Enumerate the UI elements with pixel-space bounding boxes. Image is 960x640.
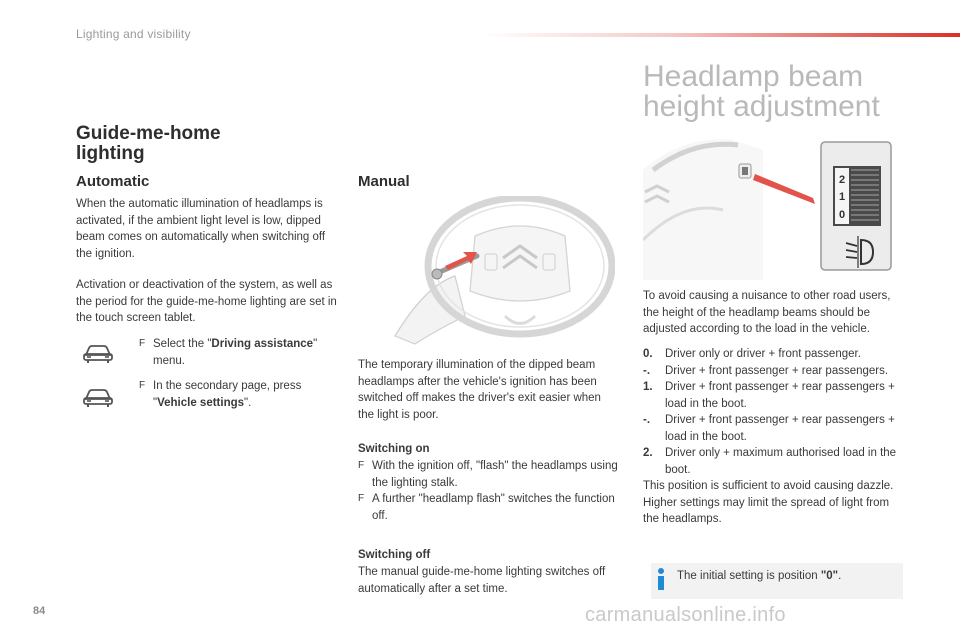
section-label: Lighting and visibility <box>76 27 191 41</box>
position-key: 0. <box>643 348 653 360</box>
list-item <box>358 458 620 491</box>
automatic-heading: Automatic <box>76 173 150 190</box>
position-text: Driver + front passenger + rear passengers + load in the boot. <box>665 414 895 443</box>
step-1-pre: Select the " <box>153 338 212 350</box>
list-item <box>643 363 905 380</box>
list-item <box>643 379 905 412</box>
position-key: -. <box>643 364 651 377</box>
headlamp-adjust-dial-illustration <box>643 130 898 285</box>
manual-heading: Manual <box>358 173 410 190</box>
switching-off-heading: Switching off <box>358 549 431 561</box>
headlamp-intro: To avoid causing a nuisance to other road users, the height of the headlamp beams should be adjusted according to the load in the vehicle. <box>643 290 891 335</box>
info-icon <box>654 567 668 591</box>
dial-label: 2 <box>838 174 846 186</box>
position-text: Driver only or driver + front passenger. <box>665 348 861 360</box>
car-icon <box>82 342 114 369</box>
step-2-post: ". <box>244 396 252 409</box>
step-1-bold: Driving assistance <box>211 338 314 350</box>
list-item <box>643 445 905 478</box>
switching-on-heading: Switching on <box>358 443 430 455</box>
step-vehicle-settings <box>139 378 339 411</box>
list-item <box>643 412 905 445</box>
guide-me-home-title: Guide-me-home lighting <box>76 123 221 164</box>
position-text: Driver + front passenger + rear passengers + load in the boot. <box>665 381 895 410</box>
position-text: Driver only + maximum authorised load in the boot. <box>665 447 897 476</box>
bullet-glyph: F <box>139 380 146 391</box>
automatic-paragraph-1: When the automatic illumination of headlamps is activated, if the ambient light level is low, dipped beam comes on automatically when switching off the ignition. <box>76 198 326 260</box>
position-text: Driver + front passenger + rear passengers. <box>665 364 889 377</box>
automatic-paragraph-2: Activation or deactivation of the system, as well as the period for the guide-me-home lighting are set in the touch screen tablet. <box>76 279 337 324</box>
step-2-text <box>153 378 339 411</box>
switching-on-list <box>358 458 620 524</box>
bullet-glyph: F <box>358 460 365 471</box>
bullet-glyph: F <box>139 338 146 349</box>
list-item <box>358 491 620 524</box>
list-item <box>643 346 905 363</box>
headlamp-title-line-2: height adjustment <box>643 90 880 123</box>
switching-off-text: The manual guide-me-home lighting switches off automatically after a set time. <box>358 566 606 595</box>
bullet-glyph: F <box>358 493 365 504</box>
headlamp-title <box>643 62 943 122</box>
manual-paragraph: The temporary illumination of the dipped beam headlamps after the vehicle's ignition has been switched off makes the driver's exit easier when the light is poor. <box>358 359 601 421</box>
page-number: 84 <box>33 605 46 617</box>
info-text <box>677 568 899 585</box>
list-item-text: With the ignition off, "flash" the headlamps using the lighting stalk. <box>372 460 618 489</box>
step-1-text <box>153 336 339 369</box>
step-2-bold: Vehicle settings <box>157 396 245 409</box>
info-post: . <box>838 570 842 582</box>
steering-wheel-stalk-illustration <box>385 196 615 351</box>
dial-label: 1 <box>838 191 846 203</box>
header-accent-bar <box>480 33 960 37</box>
position-key: -. <box>643 414 651 426</box>
position-key: 1. <box>643 381 653 393</box>
car-icon <box>82 386 114 413</box>
info-bold: "0" <box>820 570 839 582</box>
headlamp-title-line-1: Headlamp beam <box>643 60 864 93</box>
dazzle-note: This position is sufficient to avoid causing dazzle. Higher settings may limit the spread of light from the headlamps. <box>643 480 894 525</box>
step-2-pre: In the secondary page, press " <box>153 380 302 409</box>
watermark: carmanualsonline.info <box>585 604 786 626</box>
position-key: 2. <box>643 447 653 459</box>
step-1-post: " menu. <box>153 338 318 367</box>
list-item-text: A further "headlamp flash" switches the function off. <box>372 493 615 522</box>
dial-label: 0 <box>838 209 846 221</box>
step-select-driving-assistance <box>139 336 339 369</box>
info-pre: The initial setting is position <box>677 570 821 582</box>
positions-list <box>643 346 905 528</box>
